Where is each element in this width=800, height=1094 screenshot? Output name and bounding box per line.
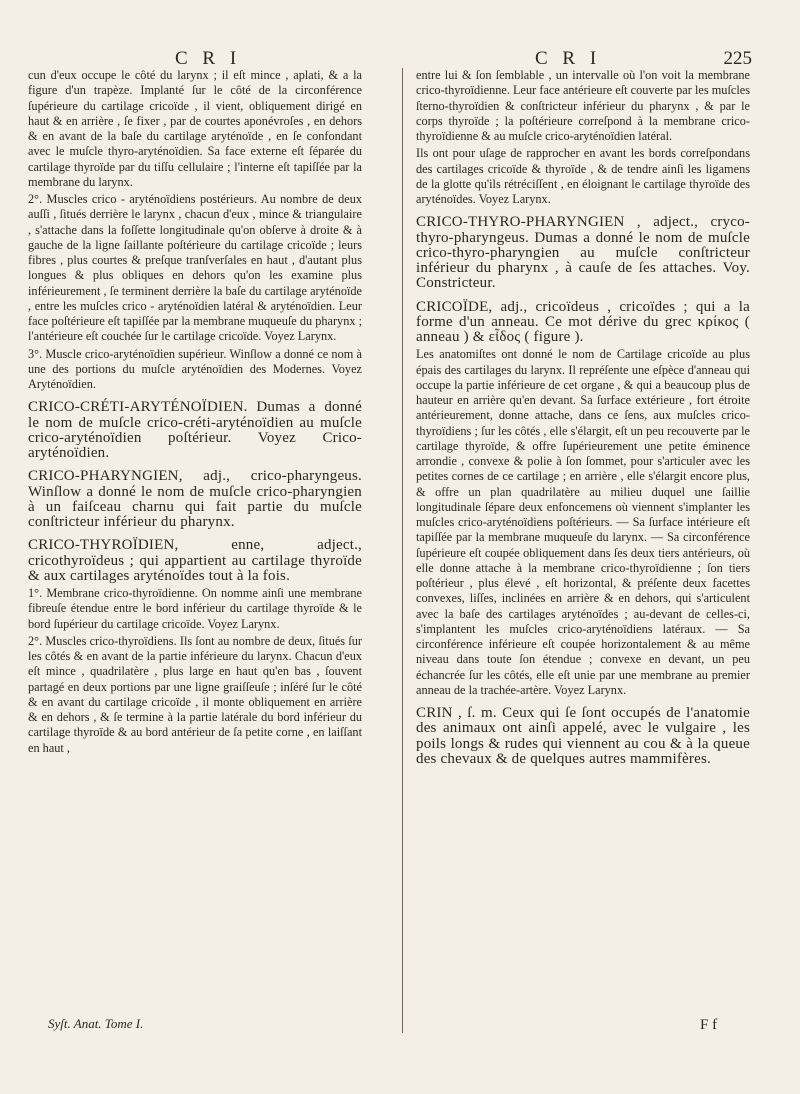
entry-heading: CRICO-CRÉTI-ARYTÉNOÏDIEN. Dumas a donné le nom de muſcle crico-créti-aryténoïdien au muſcle crico-aryténoïdien poſtérieur. Voyez Crico-aryténoïdien.	[28, 399, 362, 461]
entry-heading: CRICO-PHARYNGIEN, adj., crico-pharyngeus. Winſlow a donné le nom de muſcle crico-pharyngien à un faiſceau charnu qui fait partie du muſcle conſtricteur inférieur du pharynx.	[28, 468, 362, 530]
paragraph: 2°. Muscles crico - aryténoïdiens postérieurs. Au nombre de deux auſſi , ſitués derrière le larynx , chacun d'eux , mince & triangulaire , s'attache dans la foſſette longitudinale qu'on obſerve à droite & à gauche de la ligne ſaillante poſtérieure du cartilage cricoïde ; leurs fibres , plus courtes & preſque tranſverſales en haut , d'autant plus longues & plus obliques en dehors qu'on les examine plus inférieurement , ſe terminent derrière la baſe du cartilage aryténoïde , entre les muſcles crico - aryténoïdien latéral & aryténoïdien. Leur face poſtérieure eſt tapiſſée par la membrane muqueuſe du pharynx ; l'antérieure eſt couchée ſur le cartilage cricoïde. Voyez Larynx.	[28, 192, 362, 344]
right-column	[416, 68, 750, 767]
entry-heading: CRICO-THYROÏDIEN, enne, adject., cricothyroïdeus ; qui appartient au cartilage thyroïde & aux cartilages aryténoïdes tout à la fois.	[28, 537, 362, 584]
paragraph: Les anatomiſtes ont donné le nom de Cartilage cricoïde au plus épais des cartilages du larynx. Il repréſente une eſpèce d'anneau qui occupe la partie inférieure de cet organe , & qui a beaucoup plus de hauteur en arrière qu'en devant. Sa ſurface extérieure , fort étroite antérieurement, donne attache, dans ce ſens, aux muſcles crico-thyroïdiens ; ſur les côtés , elle s'élargit, eſt un peu recouverte par le cartilage thyroïde, & offre ſupérieurement une petite éminence arrondie , convexe & polie à ſon ſommet, pour s'articuler avec les petites cornes de ce cartilage ; en arrière , elle s'élargit encore plus, & offre un plan quadrilatère au milieu duquel une ſaillie longitudinale ſépare deux enfoncemens où viennent s'implanter les muſcles crico-aryténoïdiens poſtérieurs. — Sa ſurface intérieure eſt tapiſſée par la membrane muqueuſe du larynx. — Sa circonférence ſupérieure eſt coupée obliquement dans ſes deux tiers antérieurs, où elle donne attache à la membrane crico-thyroïdienne ; ſon tiers poſtérieur , plus élevé , eſt horizontal, & préſente deux facettes convexes, liſſes, inclinées en arrière & en dehors, qui s'articulent avec la baſe des cartilages aryténoïdes ; au-devant de celles-ci, s'implantent les muſcles crico-aryténoïdiens latéraux. — Sa circonférence inférieure eſt coupée horizontalement & au même niveau dans toute ſon étendue ; convexe en devant, un peu échancrée ſur les côtés, elle eſt unie par une membrane au premier anneau de la trachée-artère. Voyez Larynx.	[416, 347, 750, 697]
paragraph: cun d'eux occupe le côté du larynx ; il eſt mince , aplati, & a la figure d'un trapèze. Implanté ſur le côté de la circonférence ſupérieure du cartilage cricoïde , il vient, obliquement dirigé en haut & en arrière , ſe fixer , par de courtes aponévroſes , en dehors & en avant de la baſe du cartilage aryténoïde , en ſe confondant avec le muſcle thyro-aryténoïdien. Sa face externe eſt ſéparée du cartilage thyroïde par du tiſſu cellulaire ; l'interne eſt tapiſſée par la membrane du larynx.	[28, 68, 362, 189]
paragraph: Ils ont pour uſage de rapprocher en avant les bords correſpondans des cartilages cricoïde & thyroïde , & de tendre ainſi les ligamens de la glotte qu'ils rétréciſſent , en éloignant le cartilage thyroïde des aryténoïdes. Voyez Larynx.	[416, 146, 750, 206]
paragraph: 2°. Muscles crico-thyroïdiens. Ils ſont au nombre de deux, ſitués ſur les côtés & en avant de la partie inférieure du larynx. Chacun d'eux eſt mince , quadrilatère , plus large en haut qu'en bas , ſouvent partagé en deux portions par une ligne graiſſeuſe ; inſéré ſur le côté & en avant du cartilage cricoïde , il monte obliquement en arrière & en dehors , & ſe termine à la partie latérale du bord inférieur du cartilage thyroïde & au bord antérieur de ſa petite corne , en laiſſant en haut ,	[28, 633, 362, 755]
entry-heading: CRICOÏDE, adj., cricoïdeus , cricoïdes ; qui a la forme d'un anneau. Ce mot dérive du grec κρίκος ( anneau ) & εἶδος ( figure ).	[416, 298, 750, 345]
left-column	[28, 68, 362, 756]
page-number: 225	[723, 48, 752, 69]
column-divider	[402, 68, 403, 1033]
paragraph: 1°. Membrane crico-thyroïdienne. On nomme ainſi une membrane fibreuſe étendue entre le bord inférieur du cartilage thyroïde & le bord ſupérieur du cartilage cricoïde. Voyez Larynx.	[28, 586, 362, 631]
signature-mark: F f	[700, 1017, 718, 1033]
running-head-left: C R I	[175, 48, 242, 69]
running-head-right: C R I	[535, 48, 602, 69]
paragraph: 3°. Muscle crico-aryténoïdien supérieur. Winſlow a donné ce nom à une des portions du muſcle aryténoïdien des Modernes. Voyez Aryténoïdien.	[28, 346, 362, 391]
paragraph: entre lui & ſon ſemblable , un intervalle où l'on voit la membrane crico-thyroïdienne. Leur face antérieure eſt couverte par les muſcles ſterno-thyroïdien & conſtricteur inférieur du pharynx , & par le corps thyroïde ; la poſtérieure correſpond à la membrane crico-thyroïdienne & au muſcle crico-aryténoïdien latéral.	[416, 68, 750, 143]
footnote: Syſt. Anat. Tome I.	[48, 1016, 144, 1031]
entry-heading: CRICO-THYRO-PHARYNGIEN , adject., cryco-thyro-pharyngeus. Dumas a donné le nom de muſcle crico-thyro-pharyngien au muſcle conſtricteur inférieur du pharynx , à cauſe de ſes attaches. Voy. Constricteur.	[416, 214, 750, 292]
entry-heading: CRIN , ſ. m. Ceux qui ſe ſont occupés de l'anatomie des animaux ont ainſi appelé, avec le vulgaire , les poils longs & rudes qui viennent au cou & à la queue des chevaux & de quelques autres mammifères.	[416, 705, 750, 767]
